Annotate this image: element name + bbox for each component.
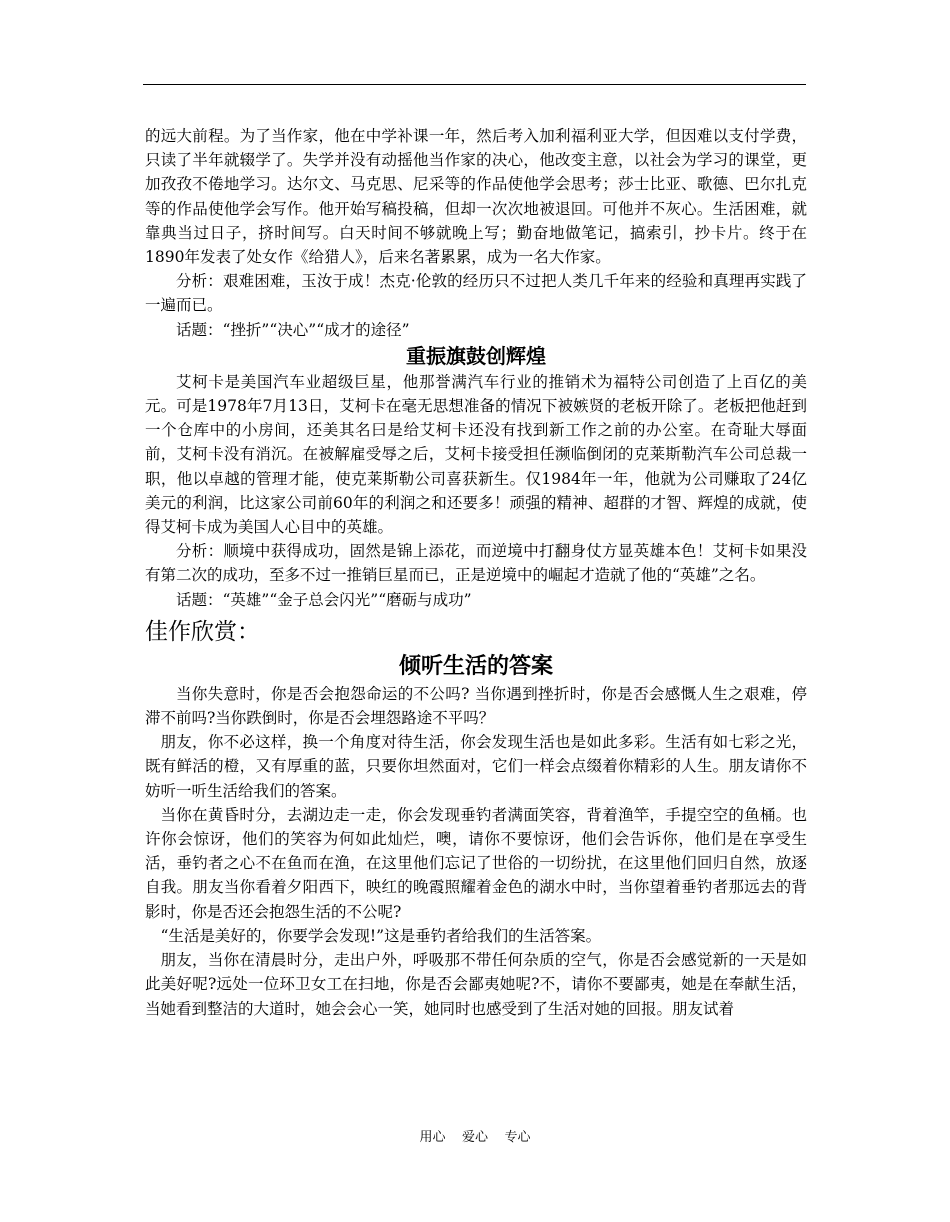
paragraph-iacocca-story: 艾柯卡是美国汽车业超级巨星，他那誉满汽车行业的推销术为福特公司创造了上百亿的美元。可是1978年7月13日，艾柯卡在毫无思想准备的情况下被嫉贤的老板开除了。老板把他赶到一个仓库中的小房间，还美其名曰是给艾柯卡还没有找到新工作之前的办公室。在奇耻大辱面前，艾柯卡没有消沉。在被解雇受辱之后，艾柯卡接受担任濒临倒闭的克莱斯勒汽车公司总裁一职，他以卓越的管理才能，使克莱斯勒公司喜获新生。仅1984年一年，他就为公司赚取了24亿美元的利润，比这家公司前60年的利润之和还要多！顽强的精神、超群的才智、辉煌的成就，使得艾柯卡成为美国人心目中的英雄。 xyxy=(145,372,807,537)
section-label-featured-essay: 佳作欣赏： xyxy=(145,618,260,645)
paragraph-topics-1: 话题：“挫折”“决心”“成才的途径” xyxy=(176,320,410,339)
paragraph-topics-2: 话题：“英雄”“金子总会闪光”“磨砺与成功” xyxy=(176,590,472,609)
paragraph-analysis-1: 分析：艰难困难，玉汝于成！杰克·伦敦的经历只不过把人类几千年来的经验和真理再实践了一遍而已。 xyxy=(145,272,807,315)
essay-paragraph-4: “生活是美好的，你要学会发现!”这是垂钓者给我们的生活答案。 xyxy=(160,926,602,945)
paragraph-jack-london-story: 的远大前程。为了当作家，他在中学补课一年，然后考入加利福利亚大学，但因难以支付学费，只读了半年就辍学了。失学并没有动摇他当作家的决心，他改变主意，以社会为学习的课堂，更加孜孜不倦地学习。达尔文、马克思、尼采等的作品使他学会思考；莎士比亚、歌德、巴尔扎克等的作品使他学会写作。他开始写稿投稿，但却一次次地被退回。可他并不灰心。生活困难，就靠典当过日子，挤时间写。白天时间不够就晚上写；勤奋地做笔记，搞索引，抄卡片。终于在1890年发表了处女作《给猎人》，后来名著累累，成为一名大作家。 xyxy=(145,127,807,267)
header-rule xyxy=(143,84,806,85)
essay-title: 倾听生活的答案 xyxy=(398,653,553,679)
paragraph-analysis-2: 分析：顺境中获得成功，固然是锦上添花，而逆境中打翻身仗方显英雄本色！艾柯卡如果没有第二次的成功，至多不过一推销巨星而已，正是逆境中的崛起才造就了他的“英雄”之名。 xyxy=(145,542,807,585)
essay-paragraph-2: 朋友，你不必这样，换一个角度对待生活，你会发现生活也是如此多彩。生活有如七彩之光，既有鲜活的橙，又有厚重的蓝，只要你坦然面对，它们一样会点缀着你精彩的人生。朋友请你不妨听一听生活给我们的答案。 xyxy=(145,733,807,800)
essay-paragraph-1: 当你失意时，你是否会抱怨命运的不公吗? 当你遇到挫折时，你是否会感慨人生之艰难，停滞不前吗?当你跌倒时，你是否会埋怨路途不平吗？ xyxy=(145,684,807,728)
section-heading-iacocca: 重振旗鼓创辉煌 xyxy=(406,343,546,368)
page-footer: 用心 爱心 专心 xyxy=(419,1130,531,1145)
essay-paragraph-5: 朋友，当你在清晨时分，走出户外，呼吸那不带任何杂质的空气，你是否会感觉新的一天是如此美好呢?远处一位环卫女工在扫地，你是否会鄙夷她呢?不，请你不要鄙夷，她是在奉献生活，当她看到整洁的大道时，她会会心一笑，她同时也感受到了生活对她的回报。朋友试着 xyxy=(145,951,807,1018)
document-body xyxy=(145,124,807,1021)
essay-paragraph-3: 当你在黄昏时分，去湖边走一走，你会发现垂钓者满面笑容，背着渔竿，手提空空的鱼桶。也许你会惊讶，他们的笑容为何如此灿烂，噢，请你不要惊讶，他们会告诉你，他们是在享受生活，垂钓者之心不在鱼而在渔，在这里他们忘记了世俗的一切纷扰，在这里他们回归自然，放逐自我。朋友当你看着夕阳西下，映红的晚霞照耀着金色的湖水中时，当你望着垂钓者那远去的背影时，你是否还会抱怨生活的不公呢? xyxy=(145,805,807,921)
